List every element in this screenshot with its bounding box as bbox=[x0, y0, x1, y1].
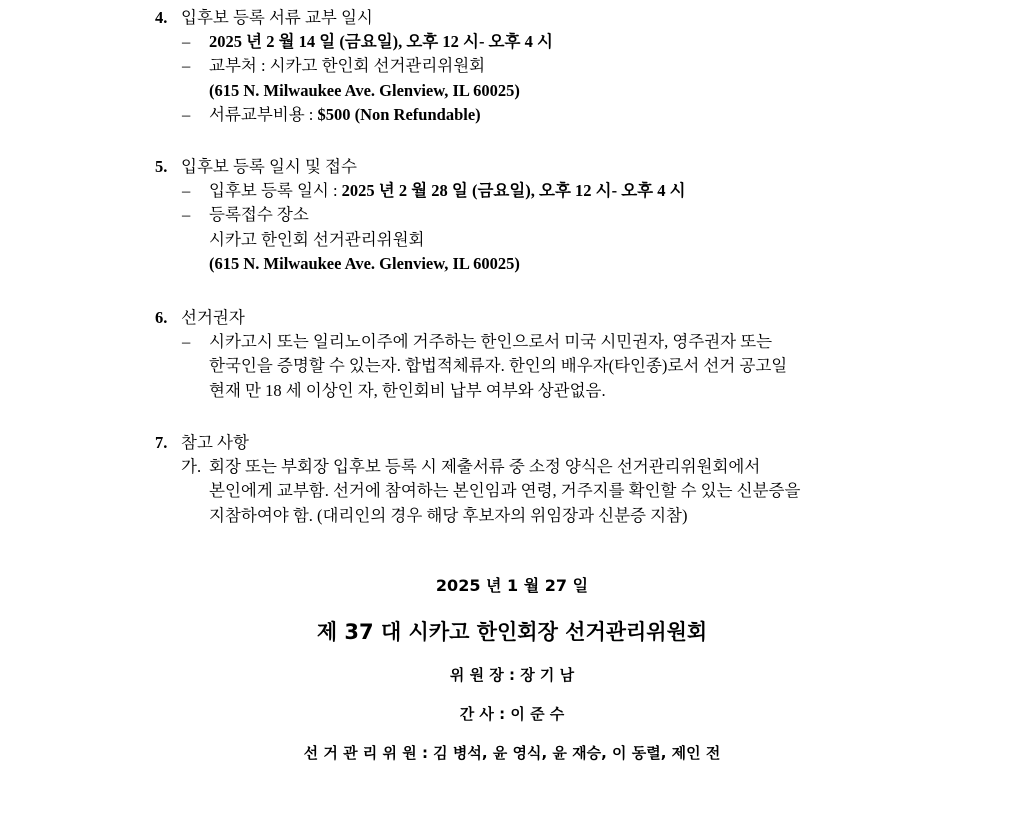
section-7-title: 7. 참고 사항 bbox=[155, 433, 249, 452]
section-7 bbox=[155, 431, 915, 528]
section-4 bbox=[155, 6, 915, 127]
section-6-line-2: 한국인을 증명할 수 있는자. 합법적체류자. 한인의 배우자(타인종)로서 선거 공고일 bbox=[209, 356, 788, 376]
section-4-address: (615 N. Milwaukee Ave. Glenview, IL 60025) bbox=[209, 80, 520, 100]
section-6 bbox=[155, 306, 915, 403]
section-5-title: 5. 입후보 등록 일시 및 접수 bbox=[155, 157, 357, 176]
section-6-title: 6. 선거권자 bbox=[155, 308, 245, 327]
section-5-place-label: – 등록접수 장소 bbox=[182, 205, 309, 225]
section-5-date-line: – 입후보 등록 일시 : 2025 년 2 월 28 일 (금요일), 오후 12 시- 오후 4 시 bbox=[182, 181, 686, 200]
section-7-note-line-1: 가. 회장 또는 부회장 입후보 등록 시 제출서류 중 소정 양식은 선거관리위원회에서 bbox=[181, 457, 761, 476]
footer-secretary: 간 사 : 이 준 수 bbox=[459, 705, 565, 723]
section-4-place-line: – 교부처 : 시카고 한인회 선거관리위원회 bbox=[182, 56, 486, 76]
section-4-date-line: – 2025 년 2 월 14 일 (금요일), 오후 12 시- 오후 4 시 bbox=[182, 32, 553, 51]
section-7-note-line-2: 본인에게 교부함. 선거에 참여하는 본인임과 연령, 거주지를 확인할 수 있는 신분증을 bbox=[209, 481, 801, 501]
section-6-line-3: 현재 만 18 세 이상인 자, 한인회비 납부 여부와 상관없음. bbox=[209, 380, 606, 400]
footer-chair: 위 원 장 : 장 기 남 bbox=[449, 666, 575, 684]
section-5-place-name: 시카고 한인회 선거관리위원회 bbox=[209, 229, 425, 249]
section-7-note-line-3: 지참하여야 함. (대리인의 경우 해당 후보자의 위임장과 신분증 지참) bbox=[209, 505, 688, 525]
footer-date: 2025 년 1 월 27 일 bbox=[435, 576, 589, 595]
footer-members: 선 거 관 리 위 원 : 김 병석, 윤 영식, 윤 재승, 이 동렬, 제인 전 bbox=[303, 744, 721, 762]
footer-organization: 제 37 대 시카고 한인회장 선거관리위원회 bbox=[316, 620, 708, 644]
section-5 bbox=[155, 155, 915, 276]
section-4-title: 4. 입후보 등록 서류 교부 일시 bbox=[155, 8, 373, 27]
section-6-line-1: – 시카고시 또는 일리노이주에 거주하는 한인으로서 미국 시민권자, 영주권자 또는 bbox=[182, 332, 773, 351]
section-4-fee-line: – 서류교부비용 : $500 (Non Refundable) bbox=[182, 104, 481, 124]
section-5-address: (615 N. Milwaukee Ave. Glenview, IL 60025) bbox=[209, 253, 520, 273]
